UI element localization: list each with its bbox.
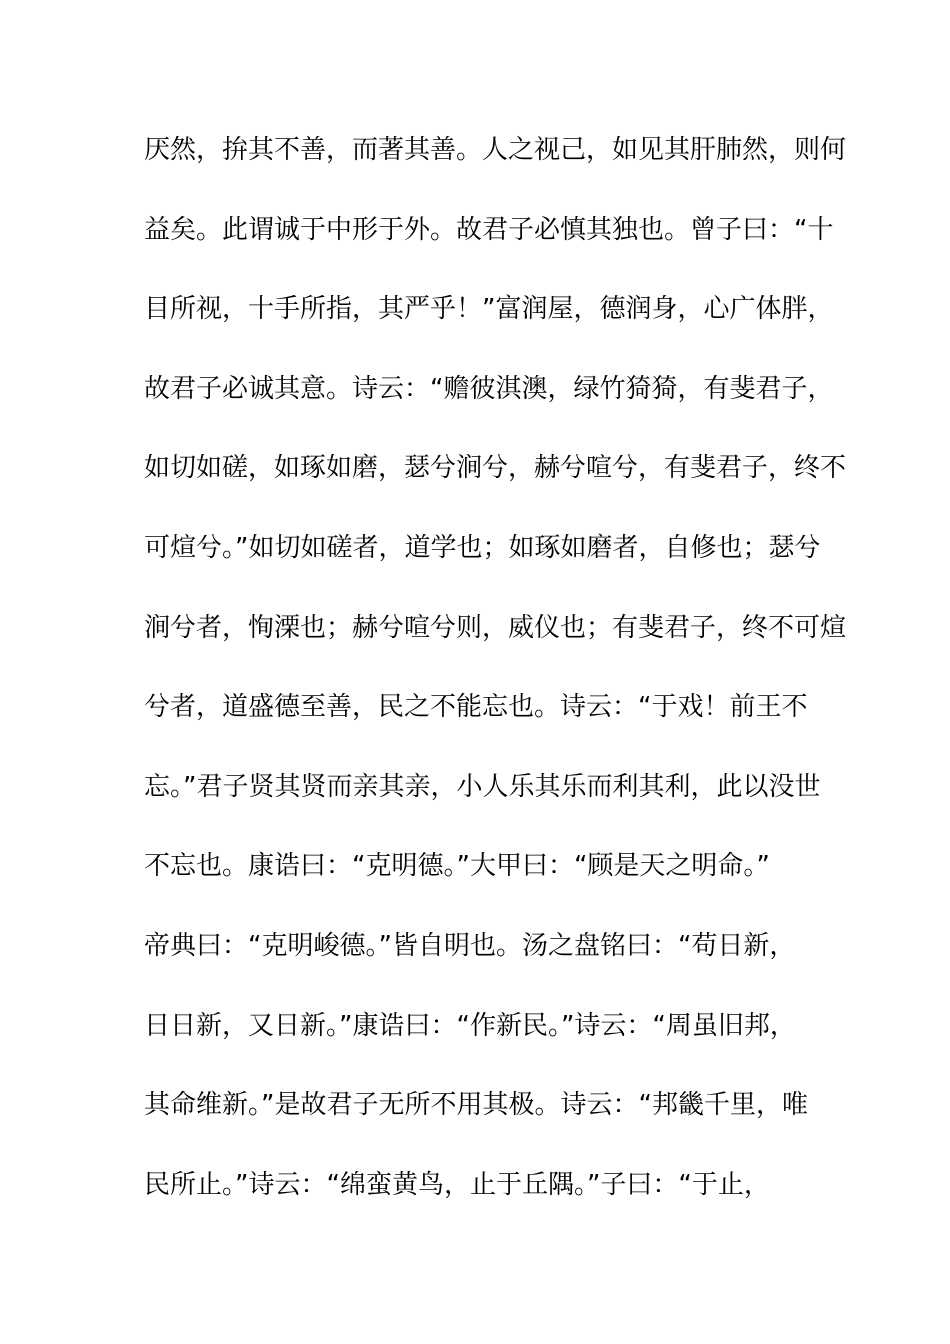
text-line-7: 涧兮者，恂溧也；赫兮喧兮则，威仪也；有斐君子，终不可煊 (144, 612, 847, 643)
text-line-5: 如切如磋，如琢如磨，瑟兮涧兮，赫兮喧兮，有斐君子，终不 (144, 453, 847, 484)
text-line-4: 故君子必诚其意。诗云：“赡彼淇澳，绿竹猗猗，有斐君子， (144, 373, 834, 404)
text-line-11: 帝典曰：“克明峻德。”皆自明也。汤之盘铭曰：“苟日新， (144, 930, 796, 961)
text-line-9: 忘。”君子贤其贤而亲其亲，小人乐其乐而利其利，此以没世 (144, 771, 821, 802)
text-line-12: 日日新，又日新。”康诰曰：“作新民。”诗云：“周虽旧邦， (144, 1010, 796, 1041)
text-line-10: 不忘也。康诰曰：“克明德。”大甲曰：“顾是天之明命。” (144, 851, 770, 882)
text-line-8: 兮者，道盛德至善，民之不能忘也。诗云：“于戏！前王不 (144, 692, 808, 723)
text-line-3: 目所视，十手所指，其严乎！”富润屋，德润身，心广体胖， (144, 294, 834, 325)
body-text (144, 128, 847, 1242)
text-line-6: 可煊兮。”如切如磋者，道学也；如琢如磨者，自修也；瑟兮 (144, 532, 821, 563)
text-line-1: 厌然，拚其不善，而著其善。人之视己，如见其肝肺然，则何 (144, 135, 847, 165)
text-line-2: 益矣。此谓诚于中形于外。故君子必慎其独也。曾子曰：“十 (144, 214, 834, 245)
text-line-13: 其命维新。”是故君子无所不用其极。诗云：“邦畿千里，唯 (144, 1090, 808, 1121)
text-line-14: 民所止。”诗云：“绵蛮黄鸟，止于丘隅。”子曰：“于止， (144, 1169, 770, 1200)
